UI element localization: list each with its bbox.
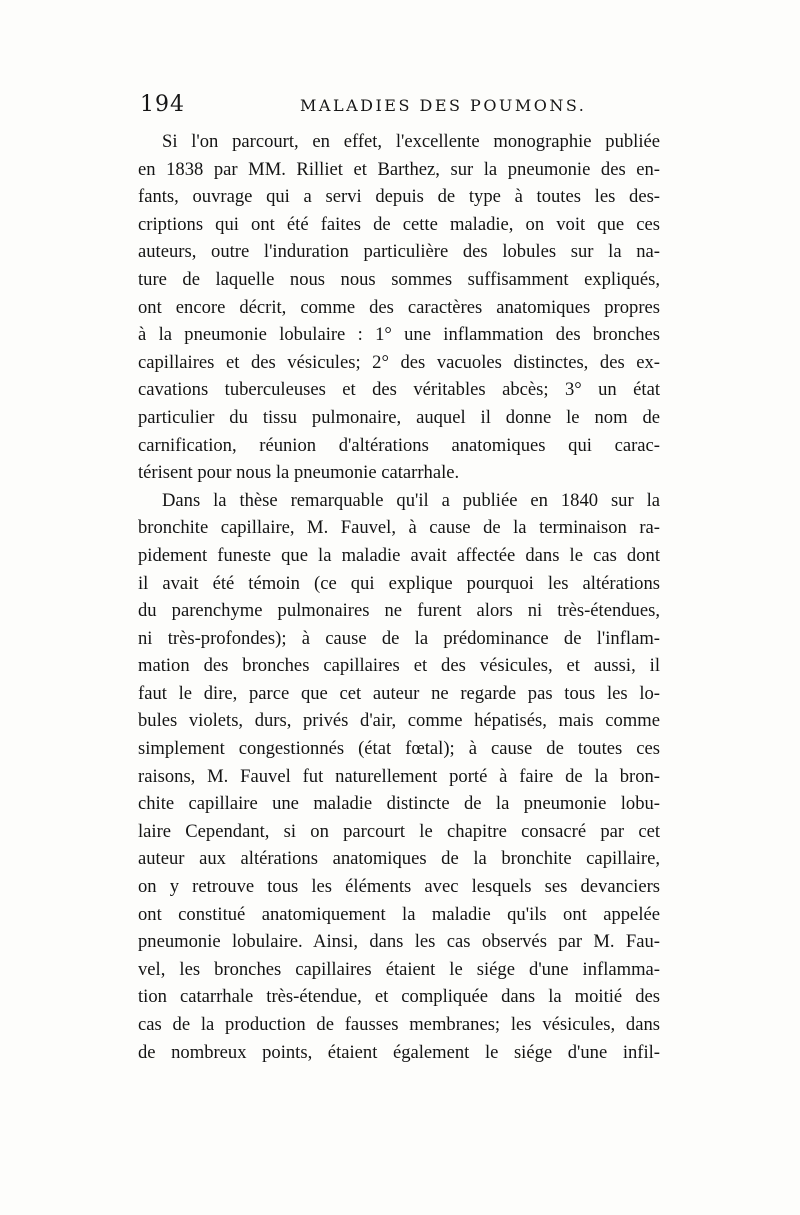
text-line: du parenchyme pulmonaires ne furent alors ni très-étendues, xyxy=(138,600,660,622)
text-line: on y retrouve tous les éléments avec lesquels ses devanciers xyxy=(138,876,660,898)
text-line: de nombreux points, étaient également le siége d'une infil- xyxy=(138,1041,660,1063)
text-line: il avait été témoin (ce qui explique pourquoi les altérations xyxy=(138,572,660,594)
text-line: auteur aux altérations anatomiques de la bronchite capillaire, xyxy=(138,848,660,870)
text-line: en 1838 par MM. Rilliet et Barthez, sur la pneumonie des en- xyxy=(138,158,660,180)
text-line: Dans la thèse remarquable qu'il a publiée en 1840 sur la xyxy=(162,489,660,511)
text-line: faut le dire, parce que cet auteur ne regarde pas tous les lo- xyxy=(138,682,660,704)
text-line: vel, les bronches capillaires étaient le siége d'une inflamma- xyxy=(138,958,660,980)
body-text xyxy=(138,128,660,1066)
text-line: criptions qui ont été faites de cette maladie, on voit que ces xyxy=(138,213,660,235)
text-line: ont constitué anatomiquement la maladie qu'ils ont appelée xyxy=(138,903,660,925)
text-line: chite capillaire une maladie distincte de la pneumonie lobu- xyxy=(138,793,660,815)
text-line: cas de la production de fausses membranes; les vésicules, dans xyxy=(138,1014,660,1035)
text-line: pidement funeste que la maladie avait affectée dans le cas dont xyxy=(138,544,660,566)
text-line: laire Cependant, si on parcourt le chapitre consacré par cet xyxy=(138,820,660,842)
text-line: fants, ouvrage qui a servi depuis de type à toutes les des- xyxy=(138,186,660,208)
running-title: MALADIES DES POUMONS. xyxy=(300,96,587,115)
text-line: Si l'on parcourt, en effet, l'excellente monographie publiée xyxy=(162,131,660,152)
text-line: tion catarrhale très-étendue, et compliquée dans la moitié des xyxy=(138,986,660,1008)
text-line: auteurs, outre l'induration particulière des lobules sur la na- xyxy=(138,241,660,263)
text-line: simplement congestionnés (état fœtal); à cause de toutes ces xyxy=(138,738,660,760)
text-line: mation des bronches capillaires et des vésicules, et aussi, il xyxy=(138,655,660,677)
text-line: pneumonie lobulaire. Ainsi, dans les cas observés par M. Fau- xyxy=(138,931,660,953)
text-line: à la pneumonie lobulaire : 1° une inflammation des bronches xyxy=(138,324,660,346)
text-line: particulier du tissu pulmonaire, auquel il donne le nom de xyxy=(138,406,660,428)
text-line: térisent pour nous la pneumonie catarrhale. xyxy=(138,462,460,484)
text-line: cavations tuberculeuses et des véritables abcès; 3° un état xyxy=(138,379,660,401)
text-line: ont encore décrit, comme des caractères anatomiques propres xyxy=(138,296,660,318)
paragraph-1 xyxy=(138,128,660,487)
text-line: capillaires et des vésicules; 2° des vacuoles distinctes, des ex- xyxy=(138,351,660,373)
text-line: bules violets, durs, privés d'air, comme hépatisés, mais comme xyxy=(138,710,660,732)
text-line: ture de laquelle nous nous sommes suffisamment expliqués, xyxy=(138,268,660,290)
text-line: carnification, réunion d'altérations anatomiques qui carac- xyxy=(138,434,660,456)
page-number: 194 xyxy=(140,92,185,117)
text-line: raisons, M. Fauvel fut naturellement porté à faire de la bron- xyxy=(138,765,660,787)
page-header xyxy=(140,92,660,122)
text-line: ni très-profondes); à cause de la prédominance de l'inflam- xyxy=(138,627,660,649)
paragraph-2 xyxy=(138,487,660,1066)
text-line: bronchite capillaire, M. Fauvel, à cause de la terminaison ra- xyxy=(138,517,660,539)
